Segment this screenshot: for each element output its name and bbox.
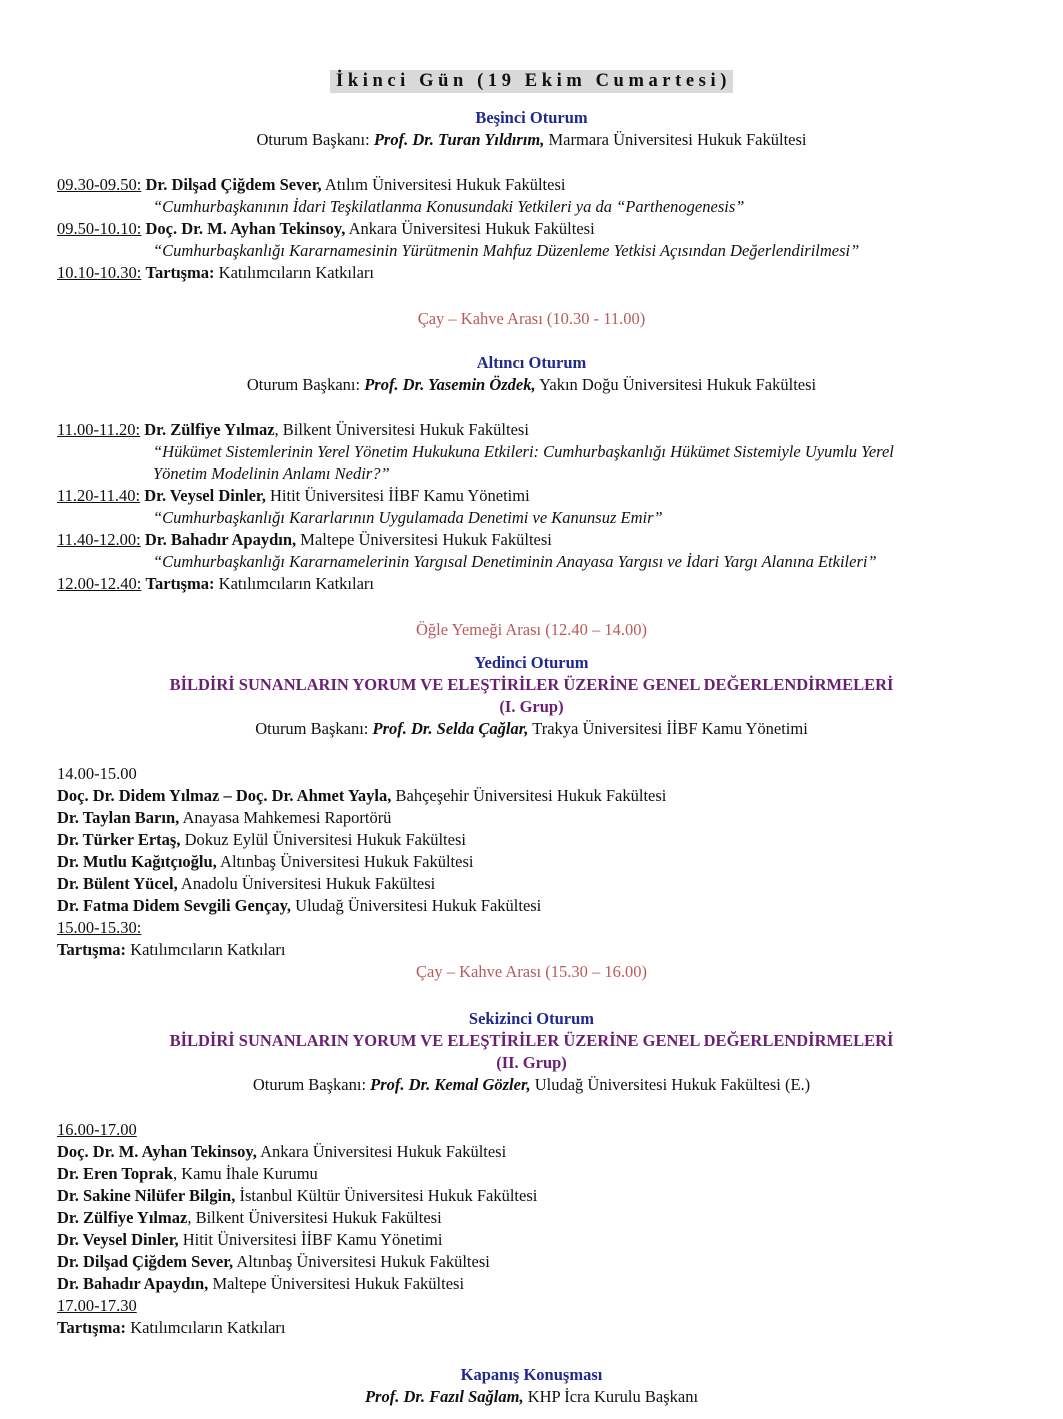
participant: Dr. Fatma Didem Sevgili Gençay, Uludağ Üniversitesi Hukuk Fakültesi bbox=[57, 896, 542, 915]
session-chair: Oturum Başkanı: Prof. Dr. Selda Çağlar, Trakya Üniversitesi İİBF Kamu Yönetimi bbox=[255, 719, 808, 738]
participant: Dr. Eren Toprak, Kamu İhale Kurumu bbox=[57, 1164, 318, 1183]
session-chair: Oturum Başkanı: Prof. Dr. Kemal Gözler, Uludağ Üniversitesi Hukuk Fakültesi (E.) bbox=[252, 1075, 811, 1094]
session-subtitle: BİLDİRİ SUNANLARIN YORUM VE ELEŞTİRİLER ÜZERİNE GENEL DEĞERLENDİRMELERİ bbox=[169, 1031, 894, 1050]
session-title: Yedinci Oturum bbox=[474, 653, 589, 672]
break-2: Öğle Yemeği Arası (12.40 – 14.00) bbox=[416, 620, 647, 639]
session-title: Beşinci Oturum bbox=[475, 108, 588, 127]
session-8-list bbox=[0, 1119, 1063, 1339]
participant: Dr. Bülent Yücel, Anadolu Üniversitesi Hukuk Fakültesi bbox=[57, 874, 436, 893]
session-chair: Oturum Başkanı: Prof. Dr. Turan Yıldırım, Marmara Üniversitesi Hukuk Fakültesi bbox=[256, 130, 807, 149]
session-group: (II. Grup) bbox=[496, 1053, 567, 1072]
participant: Dr. Taylan Barın, Anayasa Mahkemesi Raportörü bbox=[57, 808, 392, 827]
closing bbox=[0, 1364, 1063, 1408]
session-title: Altıncı Oturum bbox=[476, 353, 587, 372]
talk-row: 11.00-11.20: Dr. Zülfiye Yılmaz, Bilkent Üniversitesi Hukuk Fakültesi bbox=[57, 420, 529, 439]
participant: Dr. Bahadır Apaydın, Maltepe Üniversitesi Hukuk Fakültesi bbox=[57, 1274, 465, 1293]
session-6 bbox=[0, 352, 1063, 396]
session-8 bbox=[0, 1008, 1063, 1096]
talk-row: 11.40-12.00: Dr. Bahadır Apaydın, Maltepe Üniversitesi Hukuk Fakültesi bbox=[57, 530, 552, 549]
session-time: 14.00-15.00 bbox=[57, 764, 137, 783]
participant: Dr. Zülfiye Yılmaz, Bilkent Üniversitesi Hukuk Fakültesi bbox=[57, 1208, 442, 1227]
closing-title: Kapanış Konuşması bbox=[460, 1365, 603, 1384]
session-6-talks bbox=[0, 419, 1063, 595]
talk-title: “Cumhurbaşkanlığı Kararnamelerinin Yargısal Denetiminin Anayasa Yargısı ve İdari Yargı Alanına Etkileri” bbox=[153, 552, 877, 571]
discussion-row: 12.00-12.40: Tartışma: Katılımcıların Katkıları bbox=[57, 574, 374, 593]
participant: Doç. Dr. M. Ayhan Tekinsoy, Ankara Üniversitesi Hukuk Fakültesi bbox=[57, 1142, 507, 1161]
break-3: Çay – Kahve Arası (15.30 – 16.00) bbox=[416, 962, 647, 981]
session-7-list bbox=[0, 763, 1063, 983]
closing-speaker: Prof. Dr. Fazıl Sağlam, KHP İcra Kurulu Başkanı bbox=[364, 1387, 699, 1406]
discussion-time: 17.00-17.30 bbox=[57, 1296, 137, 1315]
participant: Dr. Mutlu Kağıtçıoğlu, Altınbaş Üniversitesi Hukuk Fakültesi bbox=[57, 852, 474, 871]
discussion-row: 10.10-10.30: Tartışma: Katılımcıların Katkıları bbox=[57, 263, 374, 282]
break-1: Çay – Kahve Arası (10.30 - 11.00) bbox=[417, 309, 646, 328]
participant: Dr. Türker Ertaş, Dokuz Eylül Üniversitesi Hukuk Fakültesi bbox=[57, 830, 466, 849]
talk-title-cont: Yönetim Modelinin Anlamı Nedir?” bbox=[153, 464, 390, 483]
discussion-time: 15.00-15.30: bbox=[57, 918, 142, 937]
talk-row: 11.20-11.40: Dr. Veysel Dinler, Hitit Üniversitesi İİBF Kamu Yönetimi bbox=[57, 486, 530, 505]
talk-title: “Cumhurbaşkanının İdari Teşkilatlanma Konusundaki Yetkileri ya da “Parthenogenesis” bbox=[153, 197, 745, 216]
session-subtitle: BİLDİRİ SUNANLARIN YORUM VE ELEŞTİRİLER ÜZERİNE GENEL DEĞERLENDİRMELERİ bbox=[169, 675, 894, 694]
talk-title: “Hükümet Sistemlerinin Yerel Yönetim Hukukuna Etkileri: Cumhurbaşkanlığı Hükümet Sistemiyle Uyumlu Yerel bbox=[153, 442, 894, 461]
talk-title: “Cumhurbaşkanlığı Kararlarının Uygulamada Denetimi ve Kanunsuz Emir” bbox=[153, 508, 663, 527]
session-7 bbox=[0, 652, 1063, 740]
discussion-row: Tartışma: Katılımcıların Katkıları bbox=[57, 940, 286, 959]
discussion-row: Tartışma: Katılımcıların Katkıları bbox=[57, 1318, 286, 1337]
session-chair: Oturum Başkanı: Prof. Dr. Yasemin Özdek, Yakın Doğu Üniversitesi Hukuk Fakültesi bbox=[246, 375, 817, 394]
talk-row: 09.30-09.50: Dr. Dilşad Çiğdem Sever, Atılım Üniversitesi Hukuk Fakültesi bbox=[57, 175, 566, 194]
session-title: Sekizinci Oturum bbox=[468, 1009, 595, 1028]
session-5-talks bbox=[0, 174, 1063, 284]
day-title: İkinci Gün (19 Ekim Cumartesi) bbox=[0, 70, 1063, 93]
session-time: 16.00-17.00 bbox=[57, 1120, 137, 1139]
participant: Dr. Dilşad Çiğdem Sever, Altınbaş Üniversitesi Hukuk Fakültesi bbox=[57, 1252, 490, 1271]
session-group: (I. Grup) bbox=[499, 697, 564, 716]
session-5 bbox=[0, 107, 1063, 151]
participant: Doç. Dr. Didem Yılmaz – Doç. Dr. Ahmet Yayla, Bahçeşehir Üniversitesi Hukuk Fakültesi bbox=[57, 786, 667, 805]
participant: Dr. Veysel Dinler, Hitit Üniversitesi İİBF Kamu Yönetimi bbox=[57, 1230, 443, 1249]
participant: Dr. Sakine Nilüfer Bilgin, İstanbul Kültür Üniversitesi Hukuk Fakültesi bbox=[57, 1186, 538, 1205]
talk-row: 09.50-10.10: Doç. Dr. M. Ayhan Tekinsoy, Ankara Üniversitesi Hukuk Fakültesi bbox=[57, 219, 595, 238]
talk-title: “Cumhurbaşkanlığı Kararnamesinin Yürütmenin Mahfuz Düzenleme Yetkisi Açısından Değerlendirilmesi” bbox=[153, 241, 860, 260]
